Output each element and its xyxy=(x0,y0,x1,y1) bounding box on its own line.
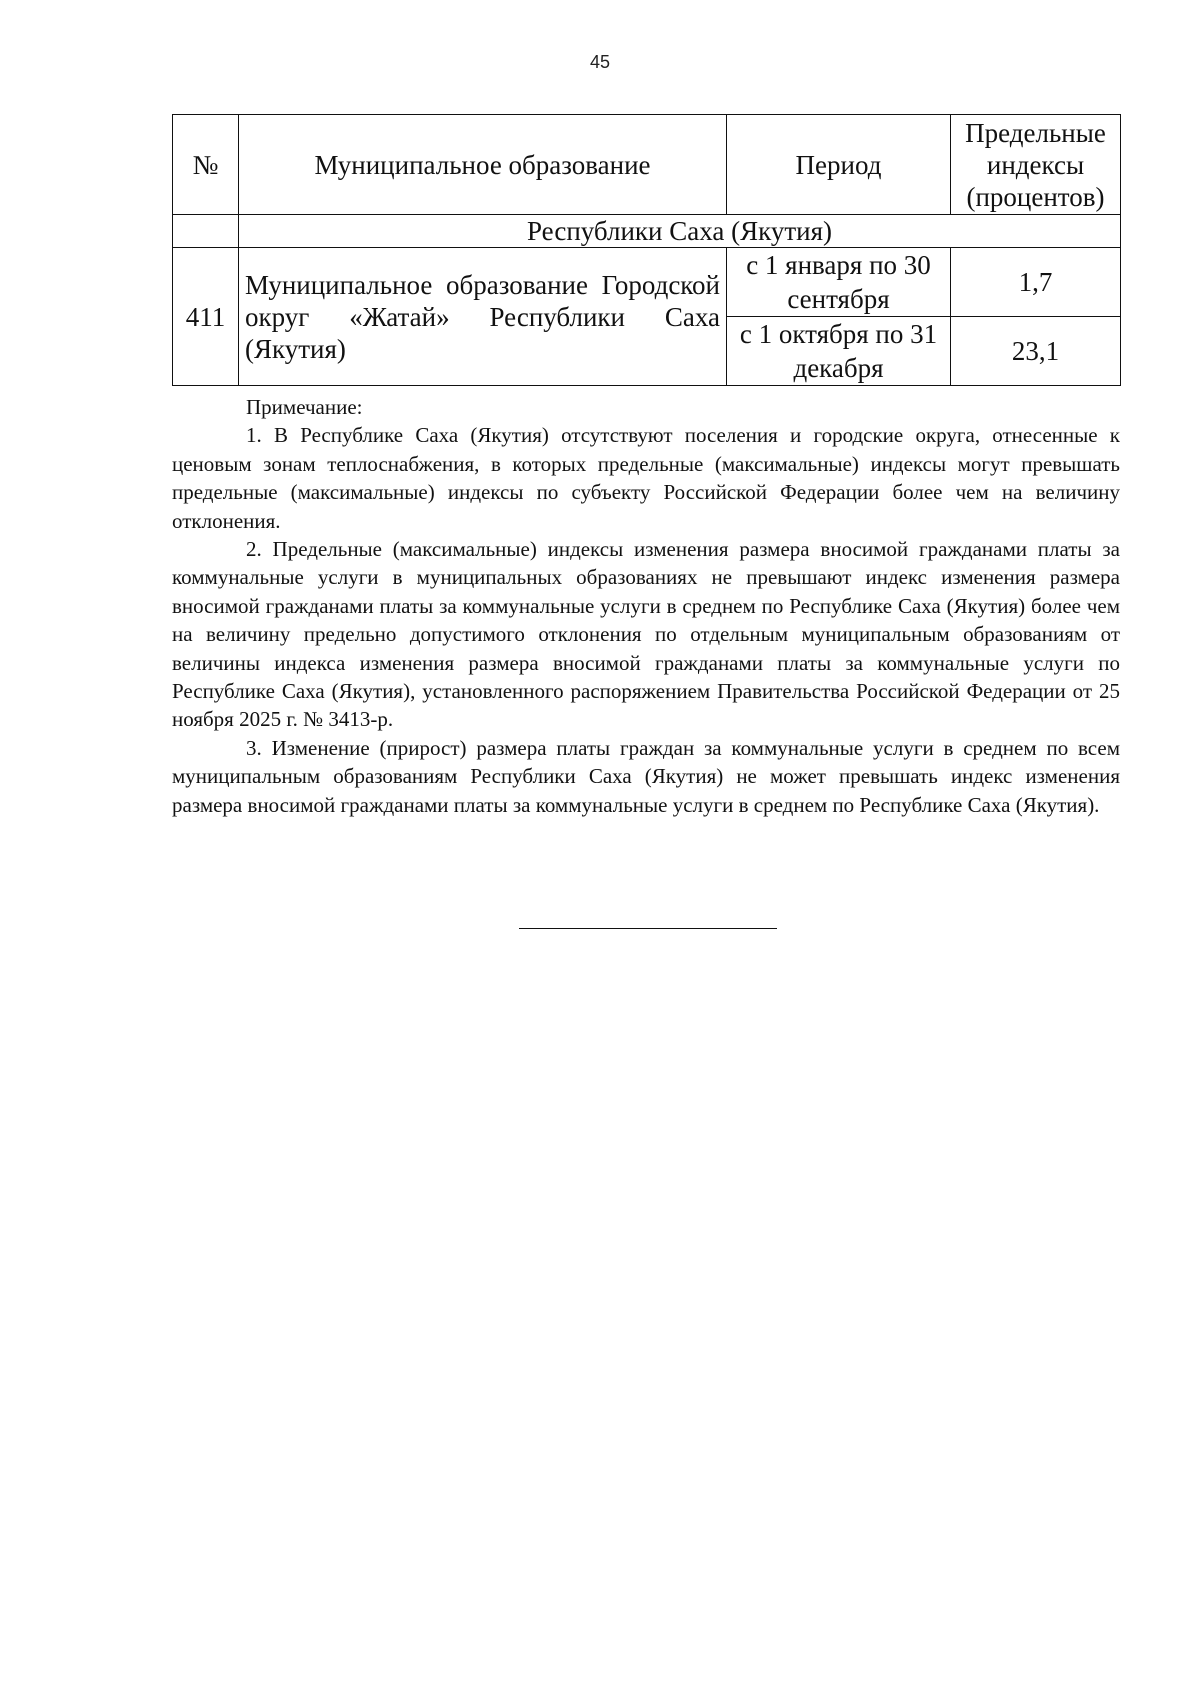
table-row xyxy=(173,248,1121,317)
region-empty-cell xyxy=(173,215,239,248)
header-municipality: Муниципальное образование xyxy=(239,115,727,215)
notes-section xyxy=(172,393,1120,819)
table-header-row xyxy=(173,115,1121,215)
row-period: с 1 октября по 31 декабря xyxy=(727,317,951,386)
row-index: 23,1 xyxy=(951,317,1121,386)
row-period: с 1 января по 30 сентября xyxy=(727,248,951,317)
header-number: № xyxy=(173,115,239,215)
region-row xyxy=(173,215,1121,248)
header-index: Предельные индексы (процентов) xyxy=(951,115,1121,215)
header-period: Период xyxy=(727,115,951,215)
row-index: 1,7 xyxy=(951,248,1121,317)
notes-title: Примечание: xyxy=(246,395,363,419)
note-item: 2. Предельные (максимальные) индексы изменения размера вносимой гражданами платы за коммунальные услуги в муниципальных образованиях не превышают индекс изменения размера вносимой гражданами платы за коммунальные услуги в среднем по Республике Саха (Якутия) более чем на величину предельно допустимого отклонения по отдельным муниципальным образованиям от величины индекса изменения размера вносимой гражданами платы за коммунальные услуги по Республике Саха (Якутия), установленного распоряжением Правительства Российской Федерации от 25 ноября 2025 г. № 3413-р. xyxy=(172,537,1120,732)
note-item: 1. В Республике Саха (Якутия) отсутствуют поселения и городские округа, отнесенные к ценовым зонам теплоснабжения, в которых предельные (максимальные) индексы могут превышать предельные (максимальные) индексы по субъекту Российской Федерации более чем на величину отклонения. xyxy=(172,423,1120,533)
tariff-index-table xyxy=(172,114,1121,386)
row-number: 411 xyxy=(173,248,239,386)
end-divider xyxy=(519,928,777,929)
note-item: 3. Изменение (прирост) размера платы граждан за коммунальные услуги в среднем по всем муниципальным образованиям Республики Саха (Якутия) не может превышать индекс изменения размера вносимой гражданами платы за коммунальные услуги в среднем по Республике Саха (Якутия). xyxy=(172,735,1120,817)
page-number: 45 xyxy=(589,52,611,72)
row-municipality: Муниципальное образование Городской округ «Жатай» Республики Саха (Якутия) xyxy=(239,248,727,386)
region-name: Республики Саха (Якутия) xyxy=(239,215,1121,248)
